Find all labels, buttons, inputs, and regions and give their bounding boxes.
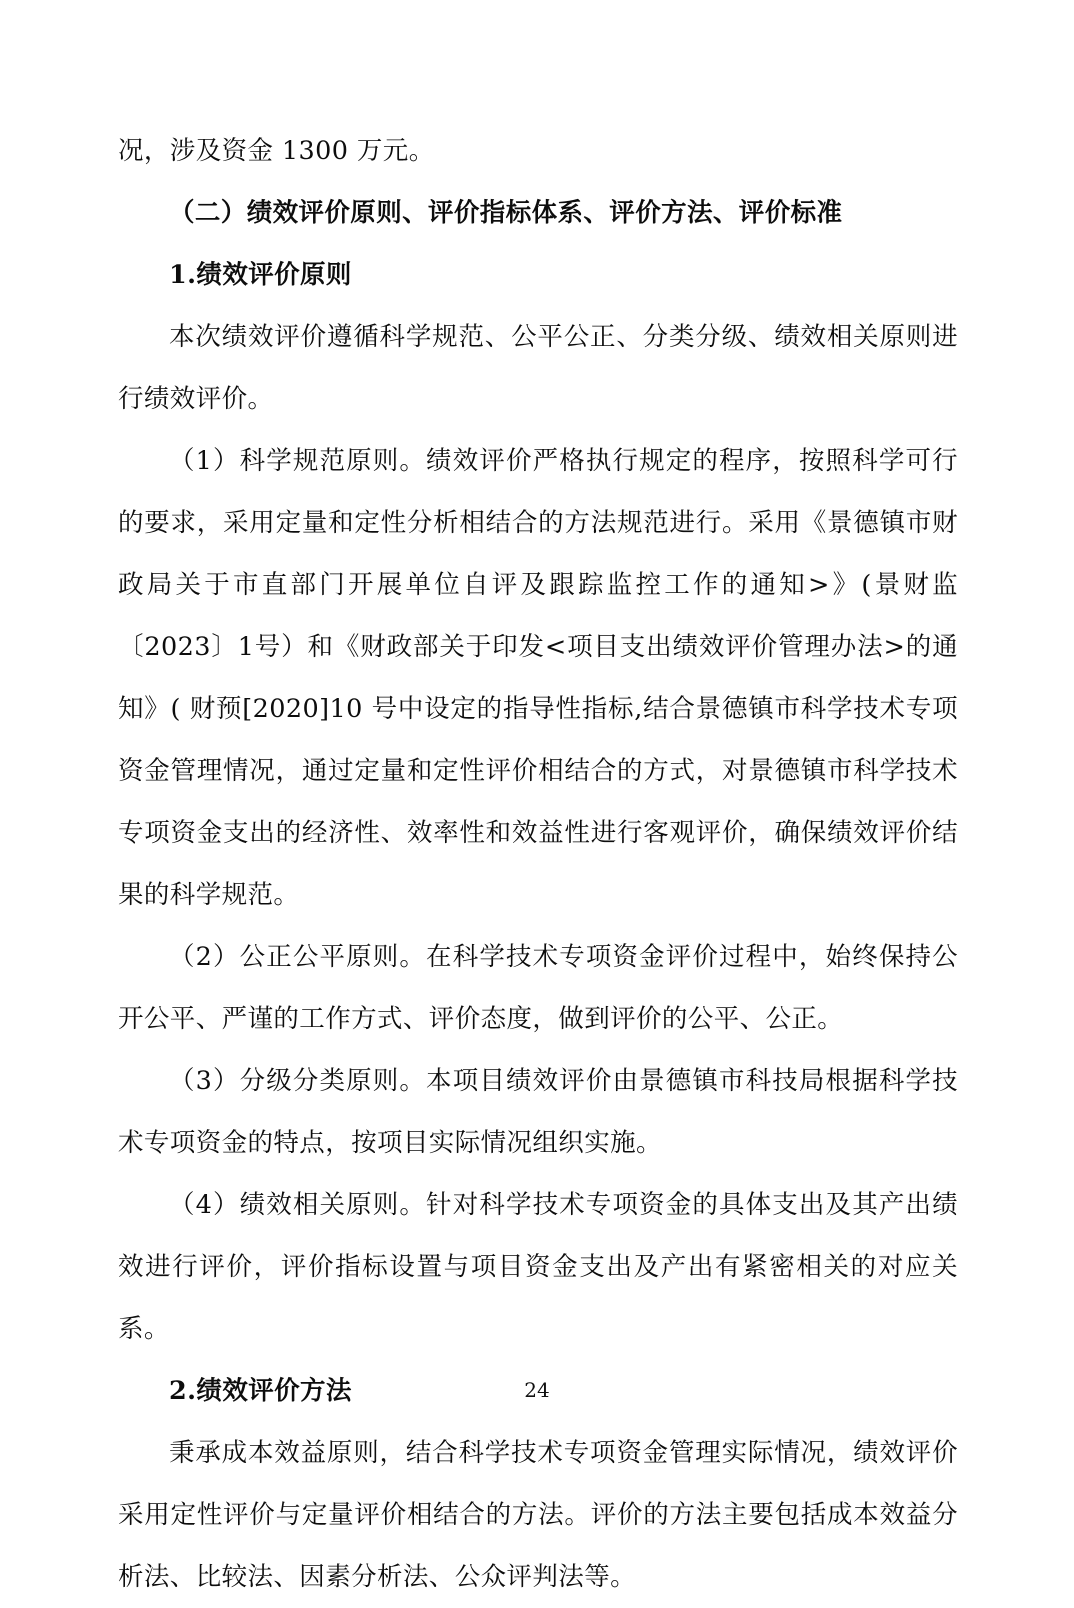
paragraph-principle-2: （2）公正公平原则。在科学技术专项资金评价过程中，始终保持公开公平、严谨的工作方式、评价态度，做到评价的公平、公正。	[118, 942, 958, 1034]
subsection-heading-principles: 1.绩效评价原则	[169, 260, 352, 290]
paragraph-continuation: 况，涉及资金 1300 万元。	[118, 136, 435, 166]
paragraph-methods: 秉承成本效益原则，结合科学技术专项资金管理实际情况，绩效评价采用定性评价与定量评价相结合的方法。评价的方法主要包括成本效益分析法、比较法、因素分析法、公众评判法等。	[118, 1438, 958, 1592]
paragraph-principle-3: （3）分级分类原则。本项目绩效评价由景德镇市科技局根据科学技术专项资金的特点，按项目实际情况组织实施。	[118, 1066, 958, 1158]
paragraph-principle-4: （4）绩效相关原则。针对科学技术专项资金的具体支出及其产出绩效进行评价，评价指标设置与项目资金支出及产出有紧密相关的对应关系。	[118, 1190, 958, 1344]
subsection-heading-methods: 2.绩效评价方法	[169, 1376, 352, 1406]
paragraph-principle-1: （1）科学规范原则。绩效评价严格执行规定的程序，按照科学可行的要求，采用定量和定性分析相结合的方法规范进行。采用《景德镇市财政局关于市直部门开展单位自评及跟踪监控工作的通知>》(景财监〔2023〕1号）和《财政部关于印发<项目支出绩效评价管理办法>的通知》( 财预[2020]10 号中设定的指导性指标,结合景德镇市科学技术专项资金管理情况，通过定量和定性评价相结合的方式，对景德镇市科学技术专项资金支出的经济性、效率性和效益性进行客观评价，确保绩效评价结果的科学规范。	[118, 446, 958, 910]
paragraph-overview: 本次绩效评价遵循科学规范、公平公正、分类分级、绩效相关原则进行绩效评价。	[118, 322, 958, 414]
section-heading: （二）绩效评价原则、评价指标体系、评价方法、评价标准	[169, 198, 843, 228]
page-number: 24	[524, 1378, 550, 1402]
